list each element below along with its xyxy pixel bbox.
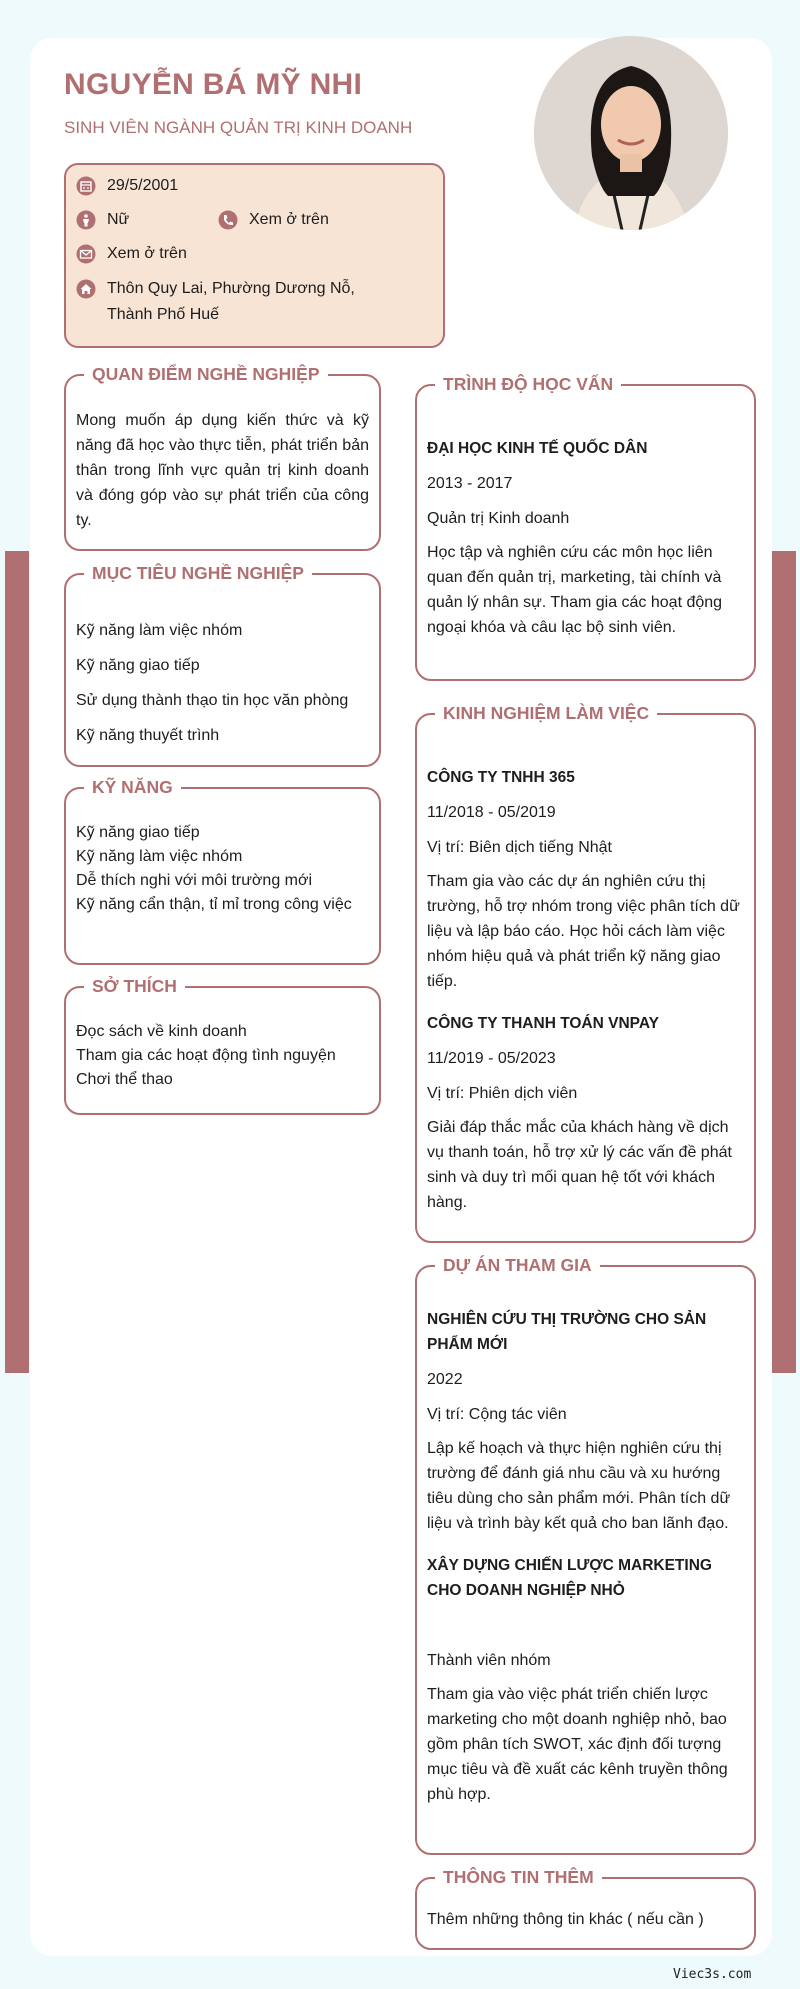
career-goal-item: Kỹ năng thuyết trình	[76, 727, 220, 744]
avatar	[534, 36, 728, 230]
career-goal-item: Kỹ năng giao tiếp	[76, 657, 200, 674]
home-icon	[76, 279, 96, 299]
job-company: CÔNG TY TNHH 365	[427, 769, 575, 786]
career-view-section	[64, 364, 381, 551]
job-company: CÔNG TY THANH TOÁN VNPAY	[427, 1015, 659, 1032]
hobby-item: Đọc sách về kinh doanh	[76, 1023, 247, 1040]
job-position: Vị trí: Phiên dịch viên	[427, 1085, 578, 1102]
hobby-item: Chơi thể thao	[76, 1071, 173, 1088]
education-major: Quản trị Kinh doanh	[427, 510, 570, 527]
skill-item: Kỹ năng làm việc nhóm	[76, 848, 243, 865]
experience-title: KINH NGHIỆM LÀM VIỆC	[435, 701, 657, 725]
experience-section	[415, 703, 756, 1243]
extra-info-text: Thêm những thông tin khác ( nếu cần )	[427, 1911, 704, 1928]
hobby-item: Tham gia các hoạt động tình nguyện	[76, 1047, 336, 1064]
school-name: ĐẠI HỌC KINH TẾ QUỐC DÂN	[427, 440, 648, 457]
skill-item: Kỹ năng giao tiếp	[76, 824, 200, 841]
left-decor-bar	[5, 551, 29, 1373]
job-period: 11/2019 - 05/2023	[427, 1050, 556, 1067]
footer-brand: Viec3s.com	[673, 1967, 752, 1982]
right-decor-bar	[772, 551, 796, 1373]
hobbies-section	[64, 976, 381, 1115]
job-period: 11/2018 - 05/2019	[427, 804, 556, 821]
career-goal-item: Kỹ năng làm việc nhóm	[76, 622, 243, 639]
career-goal-item: Sử dụng thành thạo tin học văn phòng	[76, 692, 349, 709]
candidate-title: SINH VIÊN NGÀNH QUẢN TRỊ KINH DOANH	[64, 118, 413, 137]
project-name: XÂY DỰNG CHIẾN LƯỢC MARKETING CHO DOANH NGHIỆP NHỎ	[427, 1557, 712, 1599]
project-year	[427, 1614, 744, 1638]
career-goal-section	[64, 563, 381, 767]
address-line-1: Thôn Quy Lai, Phường Dương Nỗ,	[107, 280, 355, 297]
phone-icon	[218, 210, 238, 230]
projects-title: DỰ ÁN THAM GIA	[435, 1253, 600, 1277]
gender-value: Nữ	[107, 211, 130, 228]
education-period: 2013 - 2017	[427, 475, 513, 492]
hobbies-title: SỞ THÍCH	[84, 974, 185, 998]
extra-info-section	[415, 1867, 756, 1950]
education-desc: Học tập và nghiên cứu các môn học liên quan đến quản trị, marketing, tài chính và quản lý nhân sự. Tham gia các hoạt động ngoại khóa và câu lạc bộ sinh viên.	[427, 544, 723, 636]
email-icon	[76, 244, 96, 264]
address-line-2: Thành Phố Huế	[107, 306, 220, 323]
phone-value: Xem ở trên	[249, 211, 329, 228]
job-position: Vị trí: Biên dịch tiếng Nhật	[427, 839, 612, 856]
job-desc: Tham gia vào các dự án nghiên cứu thị trường, hỗ trợ nhóm trong việc phân tích dữ liệu và lập báo cáo. Học hỏi cách làm việc nhóm hiệu quả và phát triển kỹ năng giao tiếp.	[427, 873, 740, 990]
skills-title: KỸ NĂNG	[84, 775, 181, 799]
career-goal-title: MỤC TIÊU NGHỀ NGHIỆP	[84, 561, 312, 585]
skill-item: Kỹ năng cẩn thận, tỉ mỉ trong công việc	[76, 896, 352, 913]
candidate-name: NGUYỄN BÁ MỸ NHI	[64, 68, 363, 101]
extra-info-title: THÔNG TIN THÊM	[435, 1865, 602, 1889]
education-section	[415, 374, 756, 681]
email-value: Xem ở trên	[107, 245, 187, 262]
project-desc: Tham gia vào việc phát triển chiến lược marketing cho một doanh nghiệp nhỏ, bao gồm phân tích SWOT, xác định đối tượng mục tiêu và đề xuất các kênh truyền thông phù hợp.	[427, 1686, 728, 1803]
job-desc: Giải đáp thắc mắc của khách hàng về dịch vụ thanh toán, hỗ trợ xử lý các vấn đề phát sinh và duy trì mối quan hệ tốt với khách hàng.	[427, 1119, 732, 1211]
skill-item: Dễ thích nghi với môi trường mới	[76, 872, 313, 889]
skills-section	[64, 777, 381, 965]
gender-icon	[76, 210, 96, 230]
education-title: TRÌNH ĐỘ HỌC VẤN	[435, 372, 621, 396]
project-desc: Lập kế hoạch và thực hiện nghiên cứu thị trường để đánh giá nhu cầu và xu hướng tiêu dùng cho sản phẩm mới. Phân tích dữ liệu và trình bày kết quả cho ban lãnh đạo.	[427, 1440, 731, 1532]
calendar-icon	[76, 176, 96, 196]
project-year: 2022	[427, 1371, 463, 1388]
projects-section	[415, 1255, 756, 1855]
project-role: Thành viên nhóm	[427, 1652, 551, 1669]
career-view-text: Mong muốn áp dụng kiến thức và kỹ năng đã học vào thực tiễn, phát triển bản thân trong lĩnh vực quản trị kinh doanh và đóng góp vào sự phát triển của công ty.	[76, 412, 369, 529]
career-view-title: QUAN ĐIỂM NGHỀ NGHIỆP	[84, 362, 328, 386]
birthday-value: 29/5/2001	[107, 177, 179, 194]
project-role: Vị trí: Cộng tác viên	[427, 1406, 567, 1423]
project-name: NGHIÊN CỨU THỊ TRƯỜNG CHO SẢN PHẨM MỚI	[427, 1311, 707, 1353]
